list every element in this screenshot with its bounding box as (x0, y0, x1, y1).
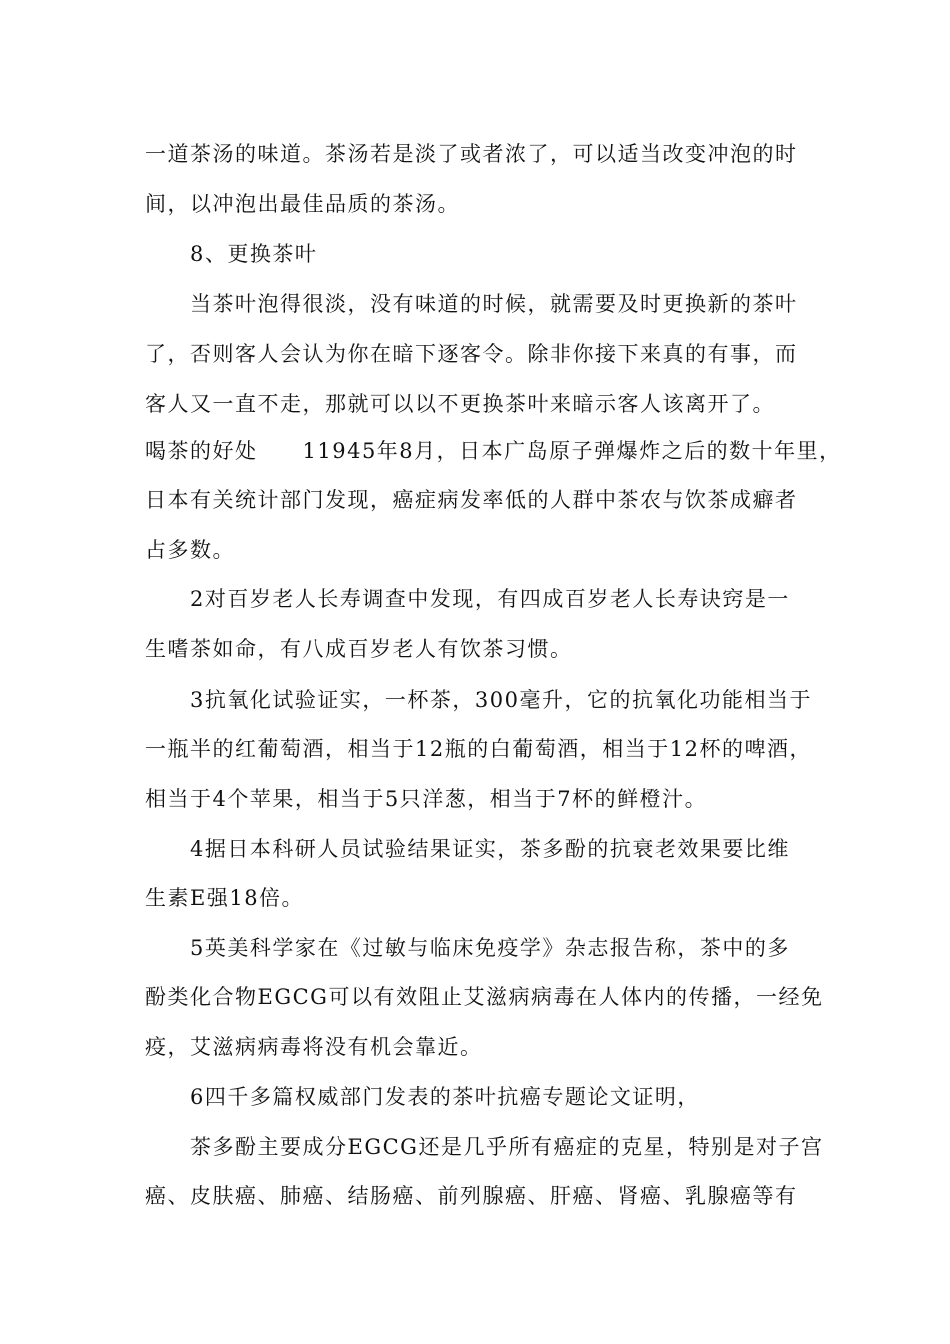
text-line-12: 3抗氧化试验证实，一杯茶，300毫升，它的抗氧化功能相当于 (190, 688, 812, 712)
text-line-21: 茶多酚主要成分EGCG还是几乎所有癌症的克星，特别是对子宫 (190, 1135, 824, 1159)
text-line-20: 6四千多篇权威部门发表的茶叶抗癌专题论文证明， (190, 1085, 700, 1109)
text-line-22: 癌、皮肤癌、肺癌、结肠癌、前列腺癌、肝癌、肾癌、乳腺癌等有 (145, 1184, 798, 1208)
text-line-7: 喝茶的好处 11945年8月，日本广岛原子弹爆炸之后的数十年里， (145, 439, 842, 463)
text-line-13: 一瓶半的红葡萄酒，相当于12瓶的白葡萄酒，相当于12杯的啤酒， (145, 737, 812, 761)
text-line-17: 5英美科学家在《过敏与临床免疫学》杂志报告称，茶中的多 (190, 936, 790, 960)
text-line-4: 当茶叶泡得很淡，没有味道的时候，就需要及时更换新的茶叶 (190, 292, 798, 316)
text-line-19: 疫，艾滋病病毒将没有机会靠近。 (145, 1035, 483, 1059)
text-line-11: 生嗜茶如命，有八成百岁老人有饮茶习惯。 (145, 637, 573, 661)
text-line-15: 4据日本科研人员试验结果证实，茶多酚的抗衰老效果要比维 (190, 837, 790, 861)
text-line-14: 相当于4个苹果，相当于5只洋葱，相当于7杯的鲜橙汁。 (145, 787, 708, 811)
text-line-16: 生素E强18倍。 (145, 886, 305, 910)
text-line-6: 客人又一直不走，那就可以以不更换茶叶来暗示客人该离开了。 (145, 392, 775, 416)
text-line-10: 2对百岁老人长寿调查中发现，有四成百岁老人长寿诀窍是一 (190, 587, 790, 611)
section-heading-change-tea: 8、更换茶叶 (190, 242, 318, 266)
text-line-9: 占多数。 (145, 538, 235, 562)
text-line-1: 一道茶汤的味道。茶汤若是淡了或者浓了，可以适当改变冲泡的时 (145, 142, 798, 166)
text-line-2: 间，以冲泡出最佳品质的茶汤。 (145, 192, 460, 216)
text-line-5: 了，否则客人会认为你在暗下逐客令。除非你接下来真的有事，而 (145, 342, 798, 366)
text-line-8: 日本有关统计部门发现，癌症病发率低的人群中茶农与饮茶成癖者 (145, 488, 798, 512)
text-line-18: 酚类化合物EGCG可以有效阻止艾滋病病毒在人体内的传播，一经免 (145, 985, 824, 1009)
